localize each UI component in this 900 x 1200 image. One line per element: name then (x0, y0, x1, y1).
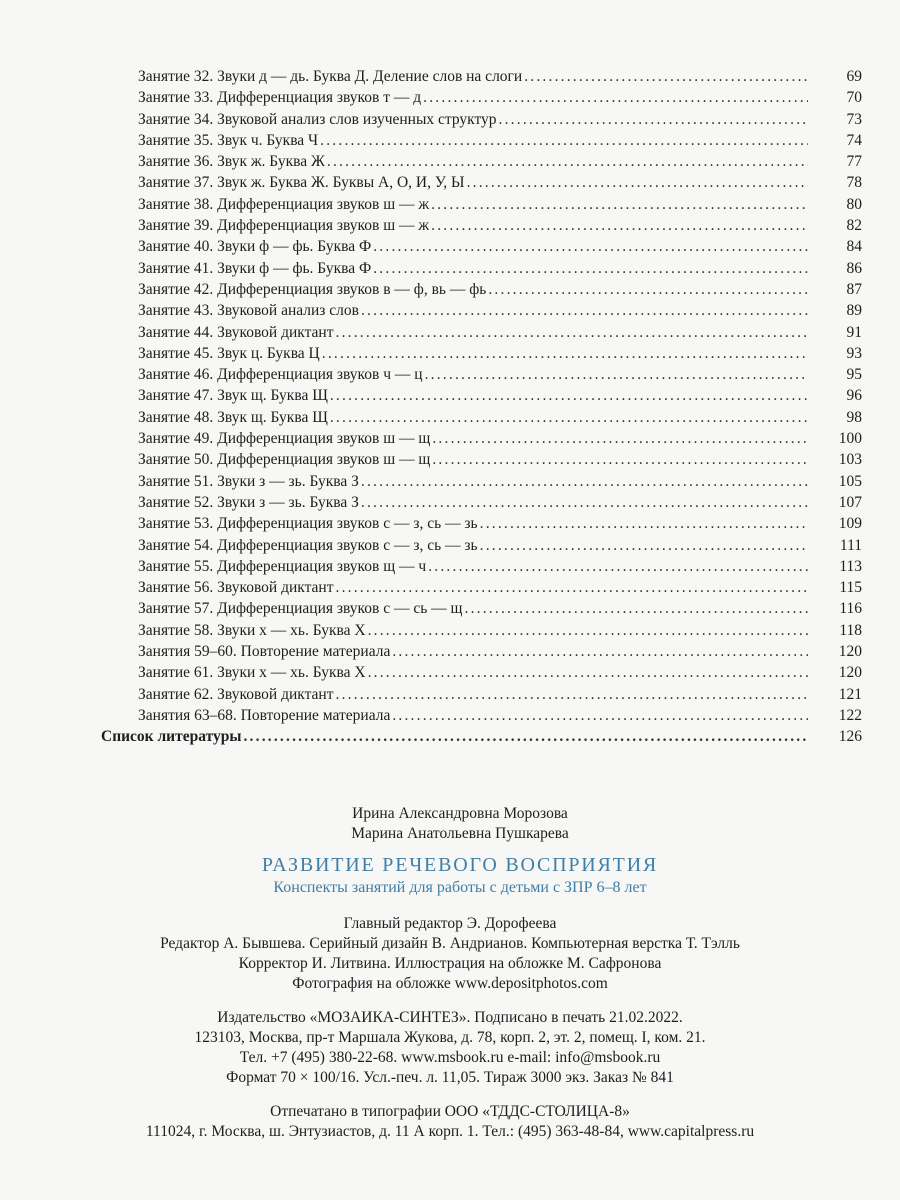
toc-entry-page: 109 (838, 515, 862, 533)
toc-entry-title: Занятие 55. Дифференциация звуков щ — ч (138, 557, 427, 575)
toc-leader-dots (322, 343, 808, 364)
toc-entry (0, 300, 900, 321)
toc-entry (0, 194, 900, 215)
toc-entry (0, 684, 900, 705)
toc-leader-dots (499, 109, 808, 130)
toc-entry-title: Занятие 36. Звук ж. Буква Ж (138, 153, 325, 171)
printer-line-2: 111024, г. Москва, ш. Энтузиастов, д. 11 А корп. 1. Тел.: (495) 363-48-84, www.capitalpress.ru (145, 1123, 755, 1140)
toc-leader-dots (336, 684, 809, 705)
toc-entry-page: 95 (846, 366, 862, 384)
toc-entry-page: 77 (846, 153, 862, 171)
chief-editor: Главный редактор Э. Дорофеева (343, 915, 557, 932)
toc-leader-dots (425, 364, 808, 385)
toc-leader-dots (431, 215, 808, 236)
cover-photo-credit: Фотография на обложке www.depositphotos.com (292, 975, 608, 992)
toc-leader-dots (336, 577, 809, 598)
toc-entry (0, 428, 900, 449)
toc-leader-dots (330, 385, 808, 406)
toc-entry-page: 105 (838, 472, 862, 490)
toc-entry (0, 343, 900, 364)
toc-entry (0, 577, 900, 598)
toc-entry-title: Занятие 38. Дифференциация звуков ш — ж (138, 195, 430, 213)
toc-entry-title: Занятие 43. Звуковой анализ слов (138, 302, 359, 320)
toc-entry (0, 109, 900, 130)
toc-leader-dots (361, 492, 808, 513)
toc-entry-title: Занятие 40. Звуки ф — фь. Буква Ф (138, 238, 372, 256)
toc-entry-title: Занятие 35. Звук ч. Буква Ч (138, 131, 319, 149)
editors: Редактор А. Бывшева. Серийный дизайн В. Андрианов. Компьютерная верстка Т. Тэлль (160, 935, 740, 952)
toc-entry-page: 116 (839, 600, 862, 618)
toc-entry-title: Занятие 61. Звуки х — хь. Буква Х (138, 664, 366, 682)
printer-info (0, 1102, 900, 1142)
toc-entry-page: 113 (839, 557, 862, 575)
author-1: Ирина Александровна Морозова (352, 805, 568, 822)
toc-entry-title: Занятие 58. Звуки х — хь. Буква Х (138, 621, 366, 639)
toc-leader-dots (361, 471, 808, 492)
toc-entry-page: 89 (846, 302, 862, 320)
toc-entry (0, 620, 900, 641)
toc-entry (0, 535, 900, 556)
toc-entry (0, 172, 900, 193)
toc-entry-title: Занятие 50. Дифференциация звуков ш — щ (138, 451, 431, 469)
toc-leader-dots (361, 300, 808, 321)
toc-entry-page: 78 (846, 174, 862, 192)
book-subtitle: Конспекты занятий для работы с детьми с ЗПР 6–8 лет (273, 879, 647, 896)
author-2: Марина Анатольевна Пушкарева (351, 825, 569, 842)
toc-entry-title: Занятие 53. Дифференциация звуков с — з, сь — зь (138, 515, 478, 533)
toc-entry (0, 279, 900, 300)
toc-entry (0, 364, 900, 385)
book-title: РАЗВИТИЕ РЕЧЕВОГО ВОСПРИЯТИЯ (261, 854, 659, 876)
toc-entry-page: 103 (838, 451, 862, 469)
toc-leader-dots (392, 705, 808, 726)
toc-entry-page: 73 (846, 110, 862, 128)
toc-leader-dots (480, 535, 808, 556)
toc-entry (0, 662, 900, 683)
toc-entry-page: 86 (846, 259, 862, 277)
toc-entry-page: 80 (846, 195, 862, 213)
toc-entry-page: 107 (838, 493, 862, 511)
toc-entry (0, 385, 900, 406)
toc-entry-title: Занятие 62. Звуковой диктант (138, 685, 334, 703)
toc-entry-page: 121 (838, 685, 862, 703)
toc-entry-page: 69 (846, 68, 862, 85)
toc-entry-title: Занятие 42. Дифференциация звуков в — ф, вь — фь (138, 280, 487, 298)
toc-entry-title: Занятие 49. Дифференциация звуков ш — щ (138, 430, 431, 448)
publisher-line-2: 123103, Москва, пр-т Маршала Жукова, д. 78, корп. 2, эт. 2, помещ. I, ком. 21. (194, 1029, 706, 1046)
toc-entry-title: Занятие 52. Звуки з — зь. Буква З (138, 493, 359, 511)
toc-entry-page: 91 (846, 323, 862, 341)
toc-entry (0, 449, 900, 470)
toc-leader-dots (467, 172, 808, 193)
toc-entry (0, 726, 900, 747)
toc-entry-page: 118 (839, 621, 862, 639)
toc-entry (0, 598, 900, 619)
toc-entry-title: Занятие 34. Звуковой анализ слов изученных структур (138, 110, 497, 128)
toc-entry (0, 322, 900, 343)
toc-leader-dots (423, 87, 808, 108)
toc-entry (0, 513, 900, 534)
toc-entry-title: Занятие 39. Дифференциация звуков ш — ж (138, 217, 430, 235)
toc-leader-dots (432, 428, 808, 449)
toc-entry-title: Занятие 47. Звук щ. Буква Щ (138, 387, 328, 405)
publisher-line-1: Издательство «МОЗАИКА-СИНТЕЗ». Подписано в печать 21.02.2022. (217, 1009, 683, 1026)
toc-leader-dots (465, 598, 809, 619)
toc-entry (0, 705, 900, 726)
publisher-line-3: Тел. +7 (495) 380-22-68. www.msbook.ru e-mail: info@msbook.ru (239, 1049, 661, 1066)
toc-entry (0, 66, 900, 87)
toc-leader-dots (368, 662, 808, 683)
toc-leader-dots (327, 151, 808, 172)
printer-line-1: Отпечатано в типографии ООО «ТДДС-СТОЛИЦА-8» (270, 1103, 630, 1120)
toc-leader-dots (243, 726, 808, 747)
toc-leader-dots (336, 322, 809, 343)
toc-entry-title: Занятие 45. Звук ц. Буква Ц (138, 344, 320, 362)
toc-entry-page: 100 (838, 430, 862, 448)
toc-entry-title: Занятие 57. Дифференциация звуков с — сь — щ (138, 600, 463, 618)
toc-entry-page: 120 (838, 664, 862, 682)
toc-entry-title: Занятие 46. Дифференциация звуков ч — ц (138, 366, 423, 384)
toc-leader-dots (368, 620, 808, 641)
toc-entry-page: 126 (838, 728, 862, 746)
toc-entry-page: 120 (838, 643, 862, 661)
toc-entry (0, 87, 900, 108)
credits (0, 914, 900, 994)
publisher-line-4: Формат 70 × 100/16. Усл.-печ. л. 11,05. Тираж 3000 экз. Заказ № 841 (226, 1069, 674, 1086)
publisher-info (0, 1008, 900, 1088)
imprint (0, 804, 900, 1142)
toc-entry-page: 82 (846, 217, 862, 235)
toc-entry-page: 115 (839, 579, 862, 597)
toc-leader-dots (392, 641, 808, 662)
toc-leader-dots (524, 66, 808, 87)
table-of-contents (0, 66, 900, 748)
toc-entry-page: 93 (846, 344, 862, 362)
toc-entry-page: 122 (838, 706, 862, 724)
toc-entry (0, 471, 900, 492)
toc-leader-dots (373, 236, 808, 257)
toc-entry (0, 236, 900, 257)
toc-entry-title: Занятия 59–60. Повторение материала (138, 643, 391, 661)
toc-leader-dots (488, 279, 808, 300)
toc-entry-page: 98 (846, 408, 862, 426)
toc-entry-title: Занятие 44. Звуковой диктант (138, 323, 334, 341)
toc-leader-dots (320, 130, 808, 151)
toc-leader-dots (480, 513, 808, 534)
toc-entry-title: Занятия 63–68. Повторение материала (138, 706, 391, 724)
toc-entry-title: Занятие 54. Дифференциация звуков с — з, сь — зь (138, 536, 478, 554)
toc-entry (0, 492, 900, 513)
toc-entry-title: Занятие 37. Звук ж. Буква Ж. Буквы А, О, И, У, Ы (138, 174, 465, 192)
toc-entry-title: Занятие 48. Звук щ. Буква Щ (138, 408, 328, 426)
toc-leader-dots (428, 556, 808, 577)
toc-entry-page: 70 (846, 89, 862, 107)
toc-entry-title: Список литературы (101, 728, 242, 746)
toc-entry-page: 74 (846, 131, 862, 149)
toc-entry (0, 407, 900, 428)
toc-entry-title: Занятие 56. Звуковой диктант (138, 579, 334, 597)
toc-entry-title: Занятие 41. Звуки ф — фь. Буква Ф (138, 259, 372, 277)
toc-entry-title: Занятие 51. Звуки з — зь. Буква З (138, 472, 359, 490)
toc-leader-dots (373, 258, 808, 279)
toc-entry (0, 641, 900, 662)
toc-entry-title: Занятие 33. Дифференциация звуков т — д (138, 89, 422, 107)
toc-entry (0, 258, 900, 279)
toc-leader-dots (330, 407, 808, 428)
toc-entry (0, 556, 900, 577)
corrector: Корректор И. Литвина. Иллюстрация на обложке М. Сафронова (238, 955, 662, 972)
toc-leader-dots (431, 194, 808, 215)
toc-leader-dots (432, 449, 808, 470)
toc-entry-title: Занятие 32. Звуки д — дь. Буква Д. Деление слов на слоги (138, 68, 523, 85)
toc-entry-page: 96 (846, 387, 862, 405)
toc-entry-page: 111 (839, 536, 862, 554)
toc-entry-page: 87 (846, 280, 862, 298)
toc-entry (0, 215, 900, 236)
toc-entry-page: 84 (846, 238, 862, 256)
toc-entry (0, 151, 900, 172)
toc-entry (0, 130, 900, 151)
